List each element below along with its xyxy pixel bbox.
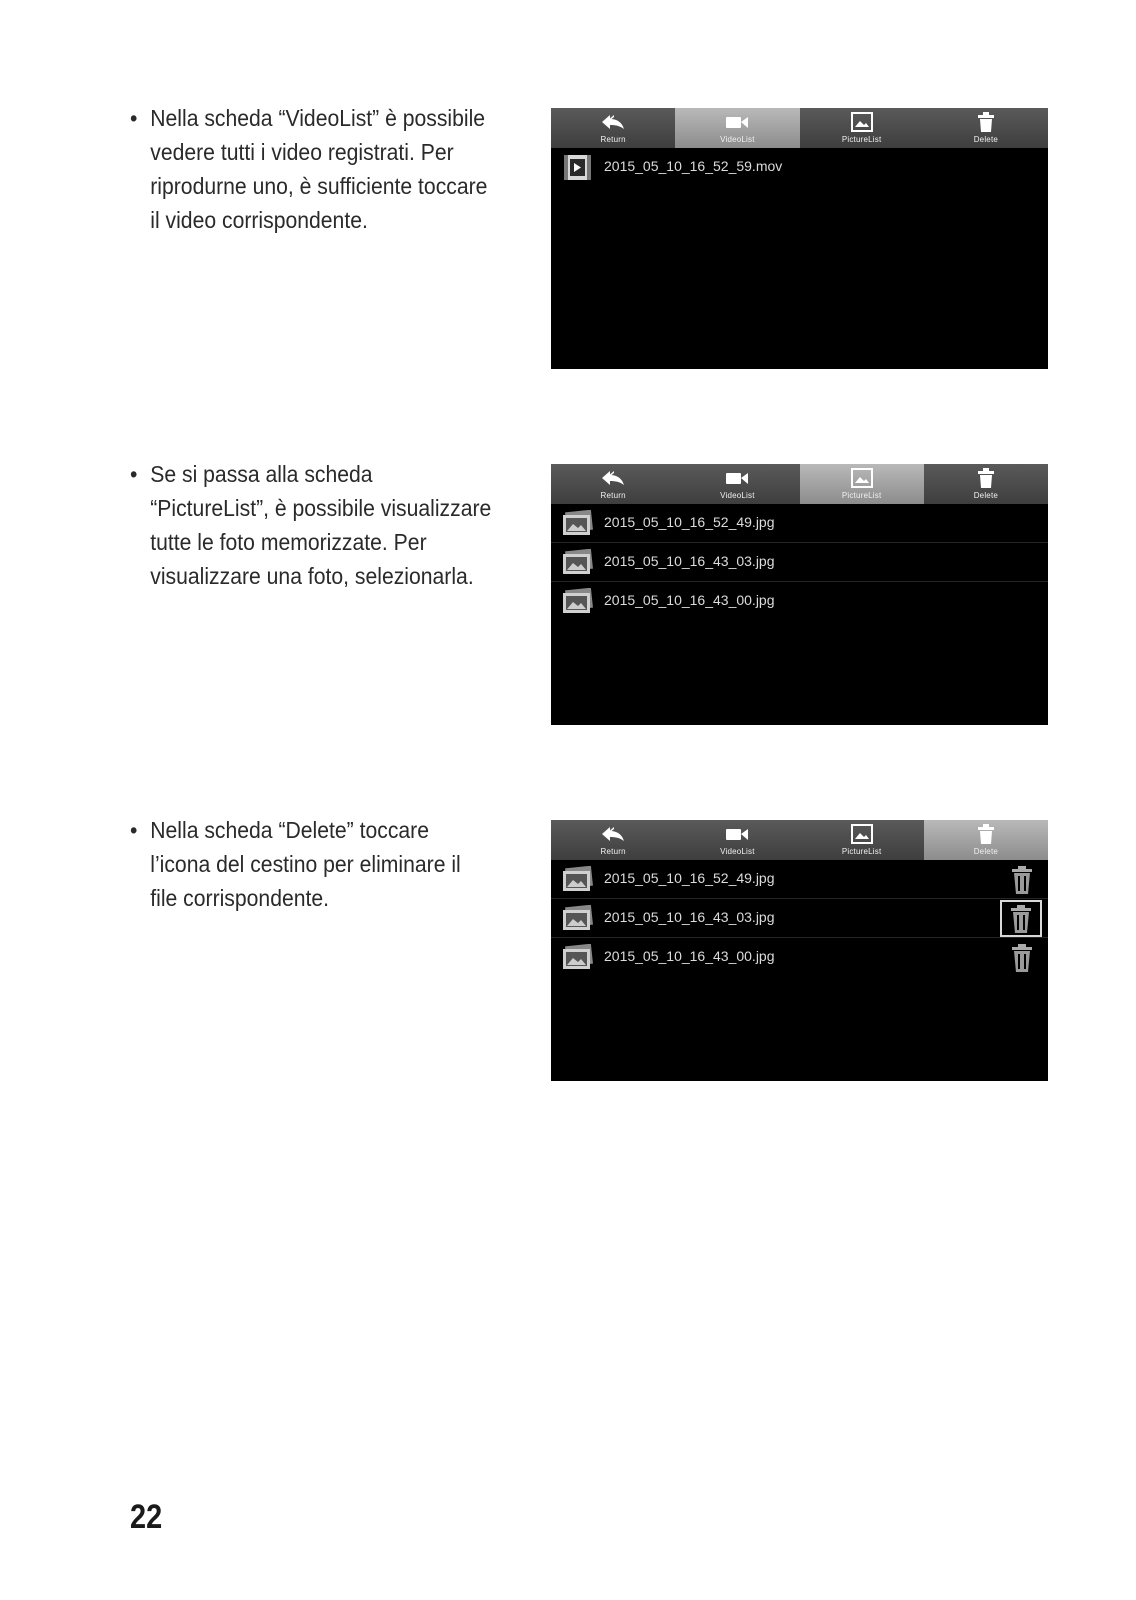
trash-icon [974,112,998,132]
file-name: 2015_05_10_16_43_03.jpg [604,909,775,925]
tab-delete-label: Delete [973,847,999,856]
list-item[interactable] [551,148,1048,187]
tab-videolist-label: VideoList [720,135,755,144]
file-name: 2015_05_10_16_43_00.jpg [604,592,775,608]
file-list [551,860,1048,977]
tab-videolist-label: VideoList [720,491,755,500]
tab-delete[interactable] [924,820,1048,860]
instruction-text [130,813,493,915]
tab-picturelist-label: PictureList [841,491,882,500]
tab-return-label: Return [600,491,626,500]
tab-delete-label: Delete [973,135,999,144]
file-list [551,504,1048,621]
tab-return-label: Return [600,135,626,144]
tab-picturelist-label: PictureList [841,135,882,144]
delete-trash-icon-selected[interactable] [1000,900,1042,937]
return-arrows-icon [601,468,625,488]
tab-return[interactable] [551,108,675,148]
tab-return-label: Return [600,847,626,856]
tab-delete-label: Delete [973,491,999,500]
video-camera-icon [725,112,749,132]
image-file-icon [562,549,593,576]
instruction-paragraph: Se si passa alla scheda “PictureList”, è possibile visualizzare tutte le foto memorizzate. Per visualizzare una foto, selezionarla. [150,461,492,589]
image-file-icon [562,510,593,537]
tab-videolist[interactable] [675,108,799,148]
instruction-text [130,101,493,237]
trash-icon [974,824,998,844]
tab-delete[interactable] [924,464,1048,504]
tab-videolist-label: VideoList [720,847,755,856]
image-file-icon [562,866,593,893]
list-item[interactable] [551,543,1048,582]
list-item[interactable] [551,938,1048,977]
tab-bar [551,820,1048,860]
list-item[interactable] [551,582,1048,621]
file-name: 2015_05_10_16_52_49.jpg [604,870,775,886]
page-number: 22 [130,1498,163,1536]
tab-videolist[interactable] [675,464,799,504]
tab-bar [551,108,1048,148]
tab-bar [551,464,1048,504]
bullet: • [130,817,138,843]
tab-videolist[interactable] [675,820,799,860]
device-screen [551,108,1048,369]
tab-return[interactable] [551,820,675,860]
list-item[interactable] [551,504,1048,543]
device-screen [551,464,1048,725]
tab-picturelist[interactable] [800,464,924,504]
bullet: • [130,461,138,487]
list-item[interactable] [551,899,1048,938]
picture-icon [850,824,874,844]
trash-icon [974,468,998,488]
bullet: • [130,105,138,131]
instruction-text [130,457,493,593]
tab-return[interactable] [551,464,675,504]
list-item[interactable] [551,860,1048,899]
image-file-icon [562,944,593,971]
delete-trash-icon[interactable] [1008,942,1036,974]
file-name: 2015_05_10_16_52_49.jpg [604,514,775,530]
tab-picturelist-label: PictureList [841,847,882,856]
picture-icon [850,468,874,488]
video-camera-icon [725,824,749,844]
file-name: 2015_05_10_16_43_00.jpg [604,948,775,964]
instruction-paragraph: Nella scheda “VideoList” è possibile vedere tutti i video registrati. Per riprodurne uno, è sufficiente toccare il video corrispondente. [150,105,488,233]
tab-delete[interactable] [924,108,1048,148]
instruction-paragraph: Nella scheda “Delete” toccare l’icona del cestino per eliminare il file corrispondente. [150,817,461,911]
device-screen [551,820,1048,1081]
return-arrows-icon [601,112,625,132]
file-list [551,148,1048,187]
delete-trash-icon[interactable] [1008,864,1036,896]
video-camera-icon [725,468,749,488]
tab-picturelist[interactable] [800,820,924,860]
tab-picturelist[interactable] [800,108,924,148]
picture-icon [850,112,874,132]
video-file-icon [562,154,593,181]
image-file-icon [562,905,593,932]
file-name: 2015_05_10_16_52_59.mov [604,158,783,174]
image-file-icon [562,588,593,615]
return-arrows-icon [601,824,625,844]
file-name: 2015_05_10_16_43_03.jpg [604,553,775,569]
